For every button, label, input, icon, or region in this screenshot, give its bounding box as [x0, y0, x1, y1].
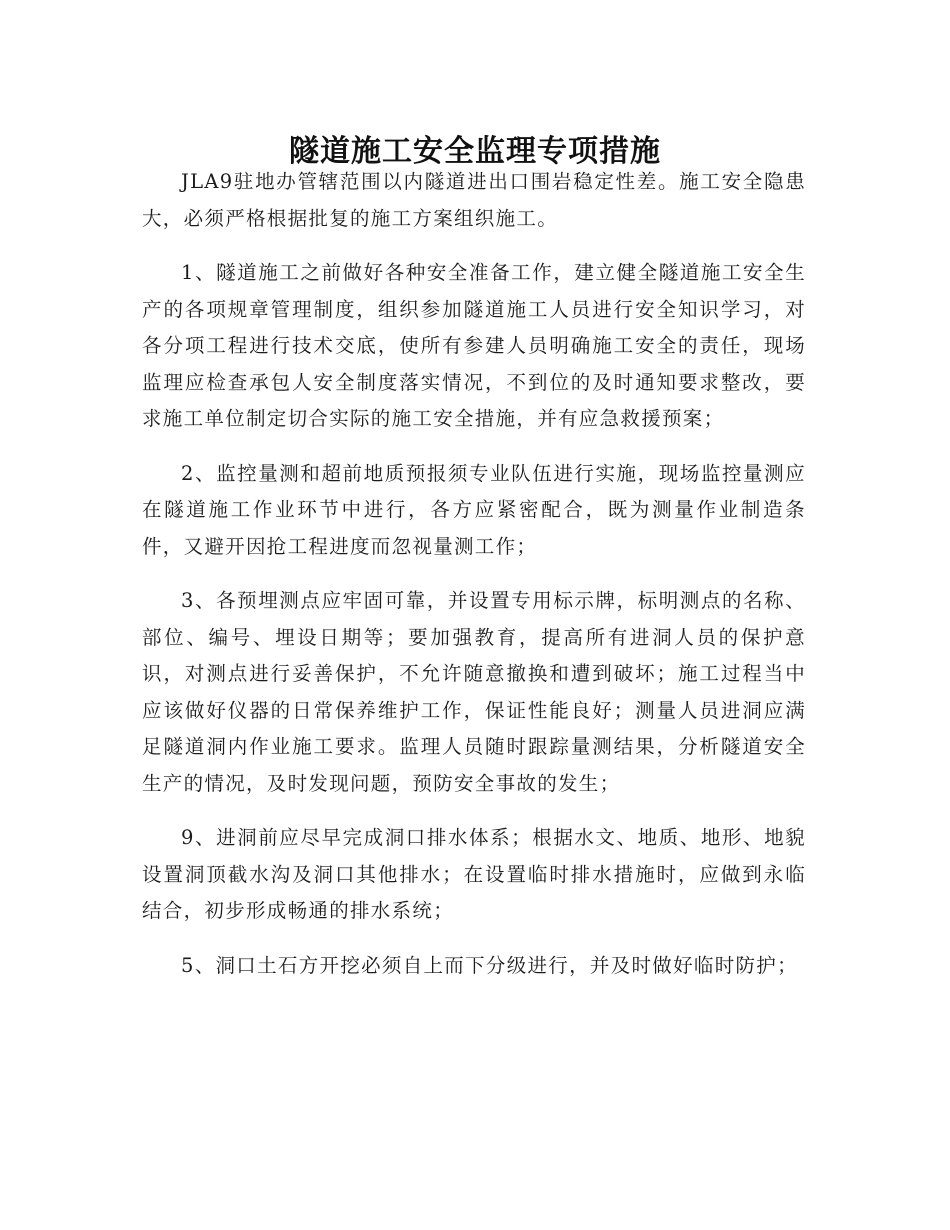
document-body [142, 164, 806, 984]
document-title: 隧道施工安全监理专项措施 [289, 134, 661, 170]
paragraph-item-1: 1、隧道施工之前做好各种安全准备工作，建立健全隧道施工安全生产的各项规章管理制度，组织参加隧道施工人员进行安全知识学习，对各分项工程进行技术交底，使所有参建人员明确施工安全的责任，现场监理应检查承包人安全制度落实情况，不到位的及时通知要求整改，要求施工单位制定切合实际的施工安全措施，并有应急救援预案； [142, 261, 806, 430]
paragraph-item-2: 2、监控量测和超前地质预报须专业队伍进行实施，现场监控量测应在隧道施工作业环节中进行，各方应紧密配合，既为测量作业制造条件，又避开因抢工程进度而忽视量测工作； [142, 461, 806, 558]
intro-paragraph: JLA9驻地办管辖范围以内隧道进出口围岩稳定性差。施工安全隐患大，必须严格根据批复的施工方案组织施工。 [142, 170, 806, 230]
paragraph-item-5: 5、洞口土石方开挖必须自上而下分级进行，并及时做好临时防护； [181, 953, 798, 977]
paragraph-item-3: 3、各预埋测点应牢固可靠，并设置专用标示牌，标明测点的名称、部位、编号、埋设日期等；要加强教育，提高所有进洞人员的保护意识，对测点进行妥善保护，不允许随意撤换和遭到破坏；施工过程当中应该做好仪器的日常保养维护工作，保证性能良好；测量人员进洞应满足隧道洞内作业施工要求。监理人员随时跟踪量测结果，分析隧道安全生产的情况，及时发现问题，预防安全事故的发生； [142, 589, 806, 795]
paragraph-item-9: 9、进洞前应尽早完成洞口排水体系；根据水文、地质、地形、地貌设置洞顶截水沟及洞口其他排水；在设置临时排水措施时，应做到永临结合，初步形成畅通的排水系统； [142, 826, 806, 922]
